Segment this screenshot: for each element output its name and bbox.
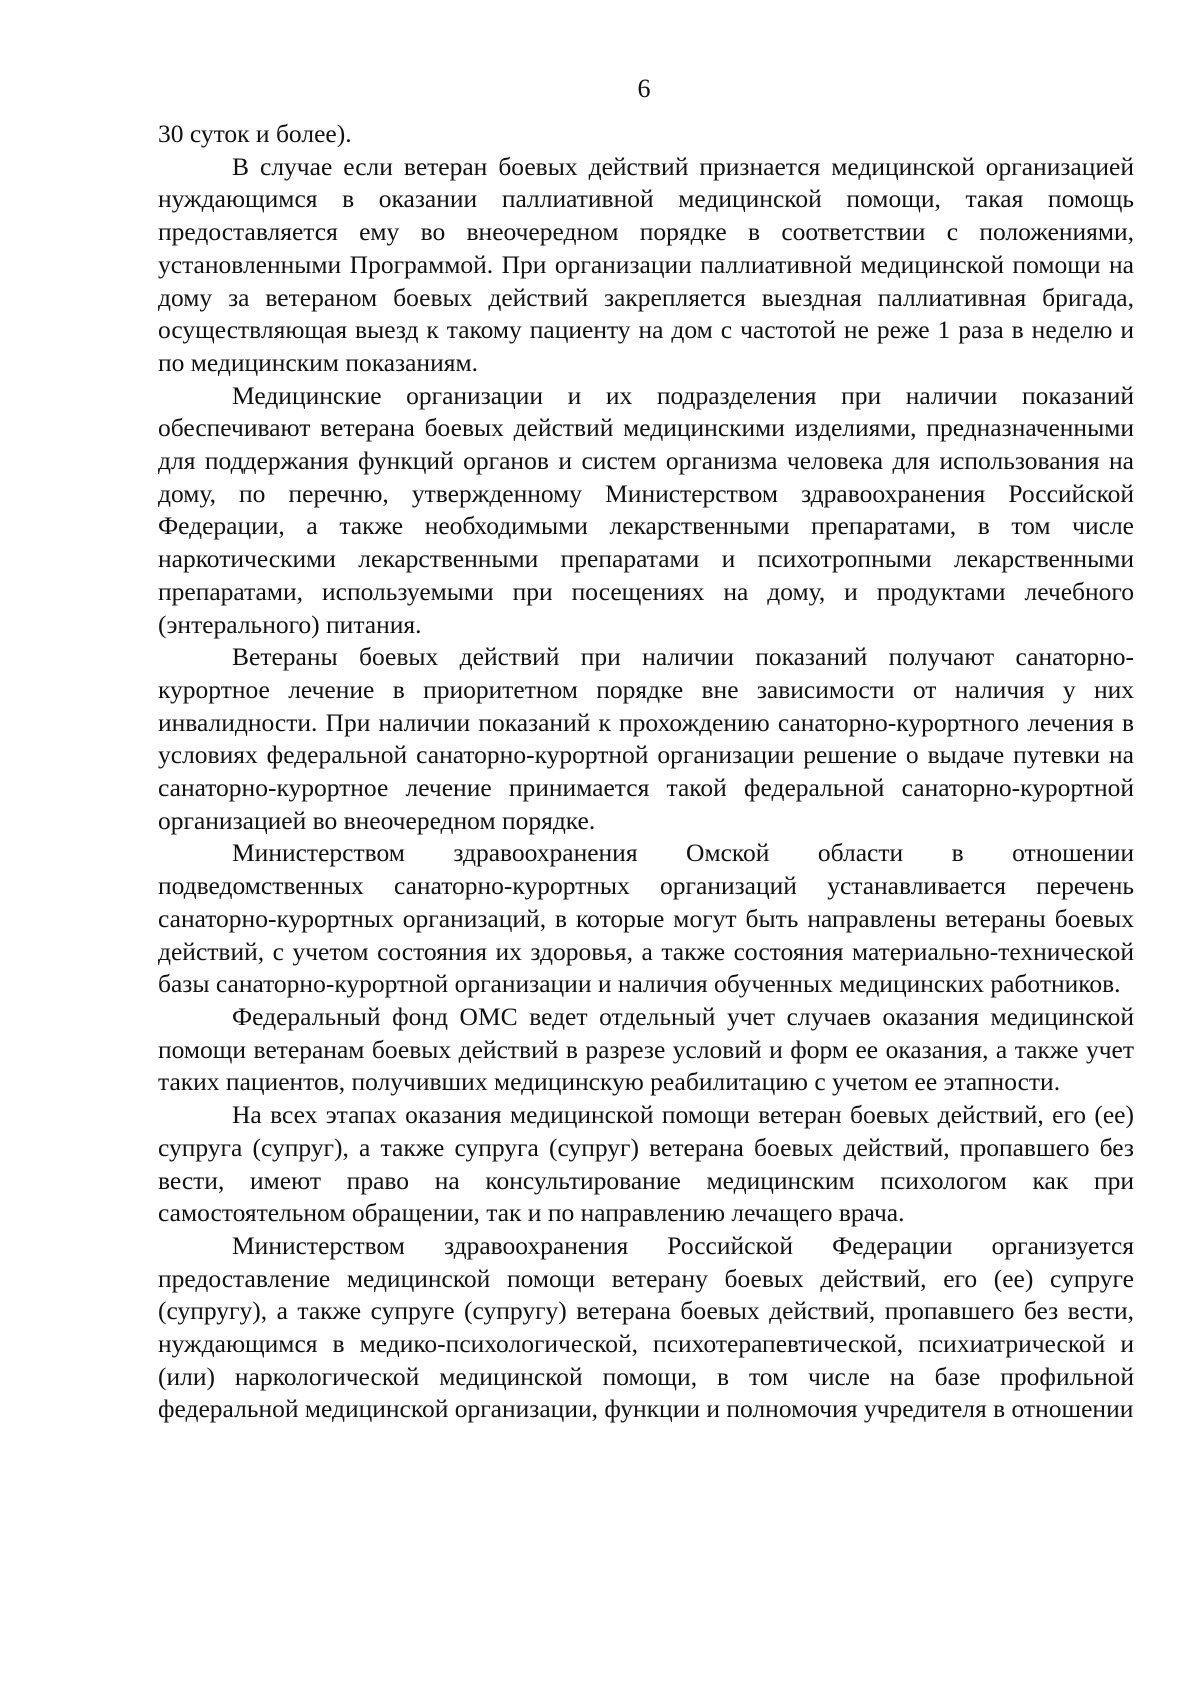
paragraph-psychiatric-care: Министерством здравоохранения Российской Федерации организуется предоставление медицинской помощи ветерану боевых действий, его (ее) супруге (супругу), а также супруге (супругу) ветерана боевых действий, пропавшего без вести, нуждающимся в медико-психологической, психотерапевтической, психиатрической и (или) наркологической медицинской помощи, в том числе на базе профильной федеральной медицинской организации, функции и полномочия учредителя в отношении: [158, 1230, 1134, 1424]
page-number: 6: [637, 74, 651, 103]
document-body: [158, 118, 1134, 1426]
paragraph-medical-devices: Медицинские организации и их подразделения при наличии показаний обеспечивают ветерана боевых действий медицинскими изделиями, предназначенными для поддержания функций органов и систем организма человека для использования на дому, по перечню, утвержденному Министерством здравоохранения Российской Федерации, а также необходимыми лекарственными препаратами, в том числе наркотическими лекарственными препаратами и психотропными лекарственными препаратами, используемыми при посещениях на дому, и продуктами лечебного (энтерального) питания.: [158, 380, 1134, 639]
paragraph-omsk-sanatoriums: Министерством здравоохранения Омской области в отношении подведомственных санаторно-курортных организаций устанавливается перечень санаторно-курортных организаций, в которые могут быть направлены ветераны боевых действий, с учетом состояния их здоровья, а также состояния материально-технической базы санаторно-курортной организации и наличия обученных медицинских работников.: [158, 838, 1134, 999]
paragraph-sanatorium-treatment: Ветераны боевых действий при наличии показаний получают санаторно-курортное лечение в приоритетном порядке вне зависимости от наличия у них инвалидности. При наличии показаний к прохождению санаторно-курортного лечения в условиях федеральной санаторно-курортной организации решение о выдаче путевки на санаторно-курортное лечение принимается такой федеральной санаторно-курортной организацией во внеочередном порядке.: [158, 642, 1134, 835]
paragraph-continuation: 30 суток и более).: [158, 119, 352, 148]
paragraph-oms-accounting: Федеральный фонд ОМС ведет отдельный учет случаев оказания медицинской помощи ветеранам боевых действий в разрезе условий и форм ее оказания, а также учет таких пациентов, получивших медицинскую реабилитацию с учетом ее этапности.: [158, 1001, 1134, 1097]
paragraph-palliative-care: В случае если ветеран боевых действий признается медицинской организацией нуждающимся в оказании паллиативной медицинской помощи, такая помощь предоставляется ему во внеочередном порядке в соответствии с положениями, установленными Программой. При организации паллиативной медицинской помощи на дому за ветераном боевых действий закрепляется выездная паллиативная бригада, осуществляющая выезд к такому пациенту на дом с частотой не реже 1 раза в неделю и по медицинским показаниям.: [158, 151, 1134, 377]
paragraph-psychologist-consultation: На всех этапах оказания медицинской помощи ветеран боевых действий, его (ее) супруга (супруг), а также супруга (супруг) ветерана боевых действий, пропавшего без вести, имеют право на консультирование медицинским психологом как при самостоятельном обращении, так и по направлению лечащего врача.: [158, 1100, 1134, 1228]
